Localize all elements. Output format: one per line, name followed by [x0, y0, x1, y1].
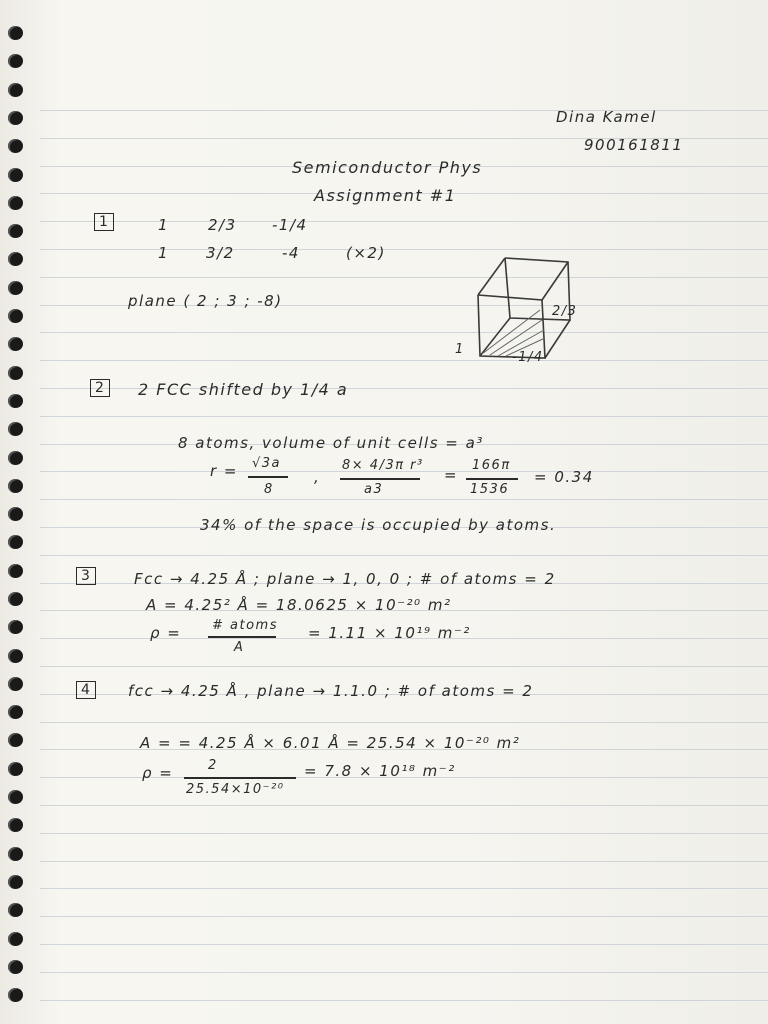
- p2-r-numerator: √3a: [252, 456, 282, 471]
- p4-rho-fraction-bar: [184, 777, 296, 779]
- punch-hole: [8, 705, 23, 719]
- student-id: 900161811: [584, 136, 684, 154]
- punch-hole: [8, 988, 23, 1002]
- author-name: Dina Kamel: [556, 108, 657, 126]
- punch-hole: [8, 790, 23, 804]
- p2-r-fraction-bar: [248, 476, 288, 478]
- p1-row2-a: 1: [158, 244, 170, 262]
- p3-rho-fraction-bar: [208, 636, 276, 638]
- punch-hole: [8, 309, 23, 323]
- p4-line1: fcc → 4.25 Å , plane → 1.1.0 ; # of atoms = 2: [128, 682, 534, 700]
- punch-hole: [8, 337, 23, 351]
- ruled-line: [40, 888, 768, 889]
- p2-statement: 2 FCC shifted by 1/4 a: [138, 380, 349, 399]
- punch-hole: [8, 252, 23, 266]
- ruled-line: [40, 722, 768, 723]
- p3-line1: Fcc → 4.25 Å ; plane → 1, 0, 0 ; # of atoms = 2: [134, 570, 556, 588]
- punch-hole: [8, 366, 23, 380]
- ruled-line: [40, 416, 768, 417]
- p2-r-denominator: 8: [264, 482, 274, 497]
- p2-result: = 0.34: [534, 468, 594, 486]
- p1-row2-b: 3/2: [206, 244, 235, 262]
- punch-hole: [8, 960, 23, 974]
- p3-rho-numerator: # atoms: [212, 618, 278, 633]
- ruled-line: [40, 833, 768, 834]
- course-title: Semiconductor Phys: [292, 158, 483, 177]
- problem-2-number: 2: [90, 378, 110, 396]
- ruled-line: [40, 110, 768, 111]
- p1-row1-c: -1/4: [272, 216, 308, 234]
- punch-hole: [8, 875, 23, 889]
- p3-rho-result: = 1.11 × 10¹⁹ m⁻²: [308, 624, 471, 642]
- p4-line2: A = = 4.25 Å × 6.01 Å = 25.54 × 10⁻²⁰ m²: [140, 734, 521, 752]
- p2-r-lhs: r =: [210, 462, 239, 480]
- p2-equals: =: [444, 466, 459, 484]
- ruled-line: [40, 972, 768, 973]
- ruled-line: [40, 221, 768, 222]
- punch-hole: [8, 733, 23, 747]
- punch-hole: [8, 394, 23, 408]
- p4-rho-result: = 7.8 × 10¹⁸ m⁻²: [304, 762, 456, 780]
- punch-hole: [8, 507, 23, 521]
- p4-rho-denominator: 25.54×10⁻²⁰: [186, 782, 285, 797]
- ruled-line: [40, 555, 768, 556]
- cube-label-bottom: -1/4: [512, 350, 544, 365]
- problem-3-number: 3: [76, 566, 96, 584]
- punch-hole: [8, 26, 23, 40]
- punch-hole: [8, 847, 23, 861]
- punch-hole: [8, 168, 23, 182]
- ruled-line: [40, 861, 768, 862]
- ruled-line: [40, 499, 768, 500]
- p2-frac3-bar: [466, 478, 518, 480]
- ruled-line: [40, 277, 768, 278]
- p2-line1: 8 atoms, volume of unit cells = a³: [178, 434, 484, 452]
- p2-conclusion: 34% of the space is occupied by atoms.: [200, 516, 557, 534]
- p1-row1-b: 2/3: [208, 216, 237, 234]
- punch-hole: [8, 196, 23, 210]
- punch-hole: [8, 139, 23, 153]
- punch-hole: [8, 224, 23, 238]
- p2-frac2-numerator: 8× 4/3π r³: [342, 458, 424, 473]
- p3-rho-lhs: ρ =: [150, 624, 182, 642]
- p2-comma: ,: [314, 468, 321, 486]
- p1-row2-c: -4: [282, 244, 300, 262]
- p2-frac2-denominator: a3: [364, 482, 384, 497]
- ruled-line: [40, 805, 768, 806]
- cube-label-left: 1: [455, 342, 465, 357]
- cube-label-side: 2/3: [552, 304, 578, 319]
- punch-hole: [8, 762, 23, 776]
- ruled-line: [40, 1000, 768, 1001]
- problem-4-number: 4: [76, 680, 96, 698]
- punch-hole: [8, 592, 23, 606]
- ruled-line: [40, 360, 768, 361]
- punch-hole: [8, 677, 23, 691]
- punch-hole: [8, 564, 23, 578]
- punch-hole: [8, 422, 23, 436]
- p2-frac2-bar: [340, 478, 420, 480]
- punch-hole: [8, 903, 23, 917]
- p1-plane: plane ( 2 ; 3 ; -8): [128, 292, 283, 310]
- ruled-line: [40, 666, 768, 667]
- p4-rho-lhs: ρ =: [142, 764, 174, 782]
- p3-rho-denominator: A: [234, 640, 245, 655]
- p1-row2-multiplier: (×2): [346, 244, 386, 262]
- punch-hole: [8, 818, 23, 832]
- ruled-line: [40, 944, 768, 945]
- assignment-title: Assignment #1: [314, 186, 457, 205]
- ruled-line: [40, 249, 768, 250]
- punch-hole: [8, 535, 23, 549]
- p1-row1-a: 1: [158, 216, 170, 234]
- punch-hole: [8, 451, 23, 465]
- punch-hole: [8, 54, 23, 68]
- p2-frac3-denominator: 1536: [470, 482, 510, 497]
- p3-line2: A = 4.25² Å = 18.0625 × 10⁻²⁰ m²: [146, 596, 452, 614]
- punch-hole: [8, 479, 23, 493]
- p2-frac3-numerator: 166π: [472, 458, 511, 473]
- ruled-line: [40, 332, 768, 333]
- p4-rho-numerator: 2: [208, 758, 218, 773]
- punch-hole: [8, 649, 23, 663]
- punch-hole: [8, 83, 23, 97]
- punch-hole: [8, 111, 23, 125]
- punch-hole: [8, 281, 23, 295]
- problem-1-number: 1: [94, 212, 114, 230]
- ruled-line: [40, 916, 768, 917]
- punch-hole: [8, 620, 23, 634]
- punch-hole: [8, 932, 23, 946]
